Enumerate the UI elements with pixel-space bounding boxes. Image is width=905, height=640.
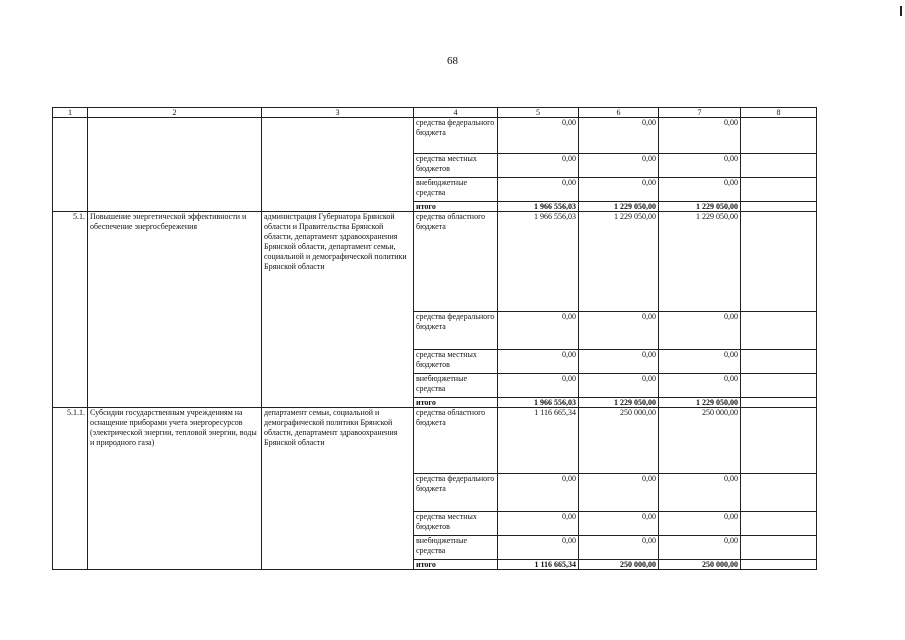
value-col8	[741, 398, 817, 408]
source-cell: средства местных бюджетов	[414, 154, 498, 178]
executor-cell	[262, 118, 414, 212]
value-col5: 0,00	[498, 118, 579, 154]
index-cell: 5.1.1.	[53, 408, 88, 570]
value-col7: 0,00	[659, 536, 741, 560]
value-col7: 250 000,00	[659, 560, 741, 570]
source-cell: внебюджетные средства	[414, 178, 498, 202]
value-col5: 0,00	[498, 474, 579, 512]
col-header-3: 3	[262, 108, 414, 118]
name-cell: Субсидии государственным учреждениям на оснащение приборами учета энергоресурсов (электрической энергии, тепловой энергии, воды и природного газа)	[88, 408, 262, 570]
value-col7: 1 229 050,00	[659, 202, 741, 212]
value-col7: 0,00	[659, 374, 741, 398]
source-cell: итого	[414, 560, 498, 570]
value-col5: 1 966 556,03	[498, 212, 579, 312]
value-col6: 0,00	[579, 350, 659, 374]
value-col5: 1 966 556,03	[498, 202, 579, 212]
executor-cell: администрация Губернатора Брянской области и Правительства Брянской области, департамент здравоохранения Брянской области, департамент семьи, социальной и демографической политики Брянской области	[262, 212, 414, 408]
table-row	[53, 212, 817, 312]
source-cell: средства местных бюджетов	[414, 512, 498, 536]
page-number: 68	[447, 55, 458, 67]
value-col5: 0,00	[498, 154, 579, 178]
col-header-8: 8	[741, 108, 817, 118]
value-col6: 0,00	[579, 312, 659, 350]
value-col7: 1 229 050,00	[659, 398, 741, 408]
budget-table	[52, 107, 817, 570]
value-col5: 0,00	[498, 350, 579, 374]
value-col8	[741, 408, 817, 474]
value-col6: 1 229 050,00	[579, 202, 659, 212]
value-col8	[741, 536, 817, 560]
name-cell	[88, 118, 262, 212]
value-col7: 0,00	[659, 350, 741, 374]
value-col6: 0,00	[579, 374, 659, 398]
value-col6: 0,00	[579, 118, 659, 154]
header-row	[53, 108, 817, 118]
source-cell: средства федерального бюджета	[414, 312, 498, 350]
value-col5: 0,00	[498, 536, 579, 560]
value-col5: 0,00	[498, 512, 579, 536]
value-col5: 0,00	[498, 312, 579, 350]
col-header-7: 7	[659, 108, 741, 118]
col-header-1: 1	[53, 108, 88, 118]
value-col6: 0,00	[579, 512, 659, 536]
table-row	[53, 118, 817, 154]
value-col8	[741, 118, 817, 154]
source-cell: средства местных бюджетов	[414, 350, 498, 374]
value-col8	[741, 212, 817, 312]
col-header-2: 2	[88, 108, 262, 118]
value-col7: 0,00	[659, 474, 741, 512]
source-cell: средства областного бюджета	[414, 408, 498, 474]
col-header-6: 6	[579, 108, 659, 118]
source-cell: средства федерального бюджета	[414, 474, 498, 512]
executor-cell: департамент семьи, социальной и демографической политики Брянской области, департамент здравоохранения Брянской области	[262, 408, 414, 570]
name-cell: Повышение энергетической эффективности и обеспечение энергосбережения	[88, 212, 262, 408]
value-col6: 0,00	[579, 154, 659, 178]
index-cell	[53, 118, 88, 212]
value-col8	[741, 374, 817, 398]
source-cell: средства областного бюджета	[414, 212, 498, 312]
source-cell: итого	[414, 202, 498, 212]
value-col8	[741, 202, 817, 212]
source-cell: внебюджетные средства	[414, 536, 498, 560]
value-col8	[741, 350, 817, 374]
value-col8	[741, 154, 817, 178]
value-col5: 0,00	[498, 178, 579, 202]
value-col7: 250 000,00	[659, 408, 741, 474]
value-col8	[741, 512, 817, 536]
edge-mark	[900, 6, 902, 16]
value-col7: 0,00	[659, 154, 741, 178]
value-col8	[741, 474, 817, 512]
value-col7: 1 229 050,00	[659, 212, 741, 312]
col-header-5: 5	[498, 108, 579, 118]
value-col8	[741, 312, 817, 350]
value-col5: 1 116 665,34	[498, 408, 579, 474]
source-cell: внебюджетные средства	[414, 374, 498, 398]
table-row	[53, 408, 817, 474]
value-col7: 0,00	[659, 312, 741, 350]
index-cell: 5.1.	[53, 212, 88, 408]
value-col6: 0,00	[579, 536, 659, 560]
value-col5: 1 116 665,34	[498, 560, 579, 570]
value-col8	[741, 560, 817, 570]
value-col6: 0,00	[579, 474, 659, 512]
value-col6: 250 000,00	[579, 560, 659, 570]
value-col7: 0,00	[659, 118, 741, 154]
value-col6: 250 000,00	[579, 408, 659, 474]
value-col5: 1 966 556,03	[498, 398, 579, 408]
value-col6: 1 229 050,00	[579, 398, 659, 408]
value-col7: 0,00	[659, 178, 741, 202]
value-col6: 0,00	[579, 178, 659, 202]
source-cell: итого	[414, 398, 498, 408]
value-col8	[741, 178, 817, 202]
value-col7: 0,00	[659, 512, 741, 536]
value-col5: 0,00	[498, 374, 579, 398]
value-col6: 1 229 050,00	[579, 212, 659, 312]
col-header-4: 4	[414, 108, 498, 118]
source-cell: средства федерального бюджета	[414, 118, 498, 154]
